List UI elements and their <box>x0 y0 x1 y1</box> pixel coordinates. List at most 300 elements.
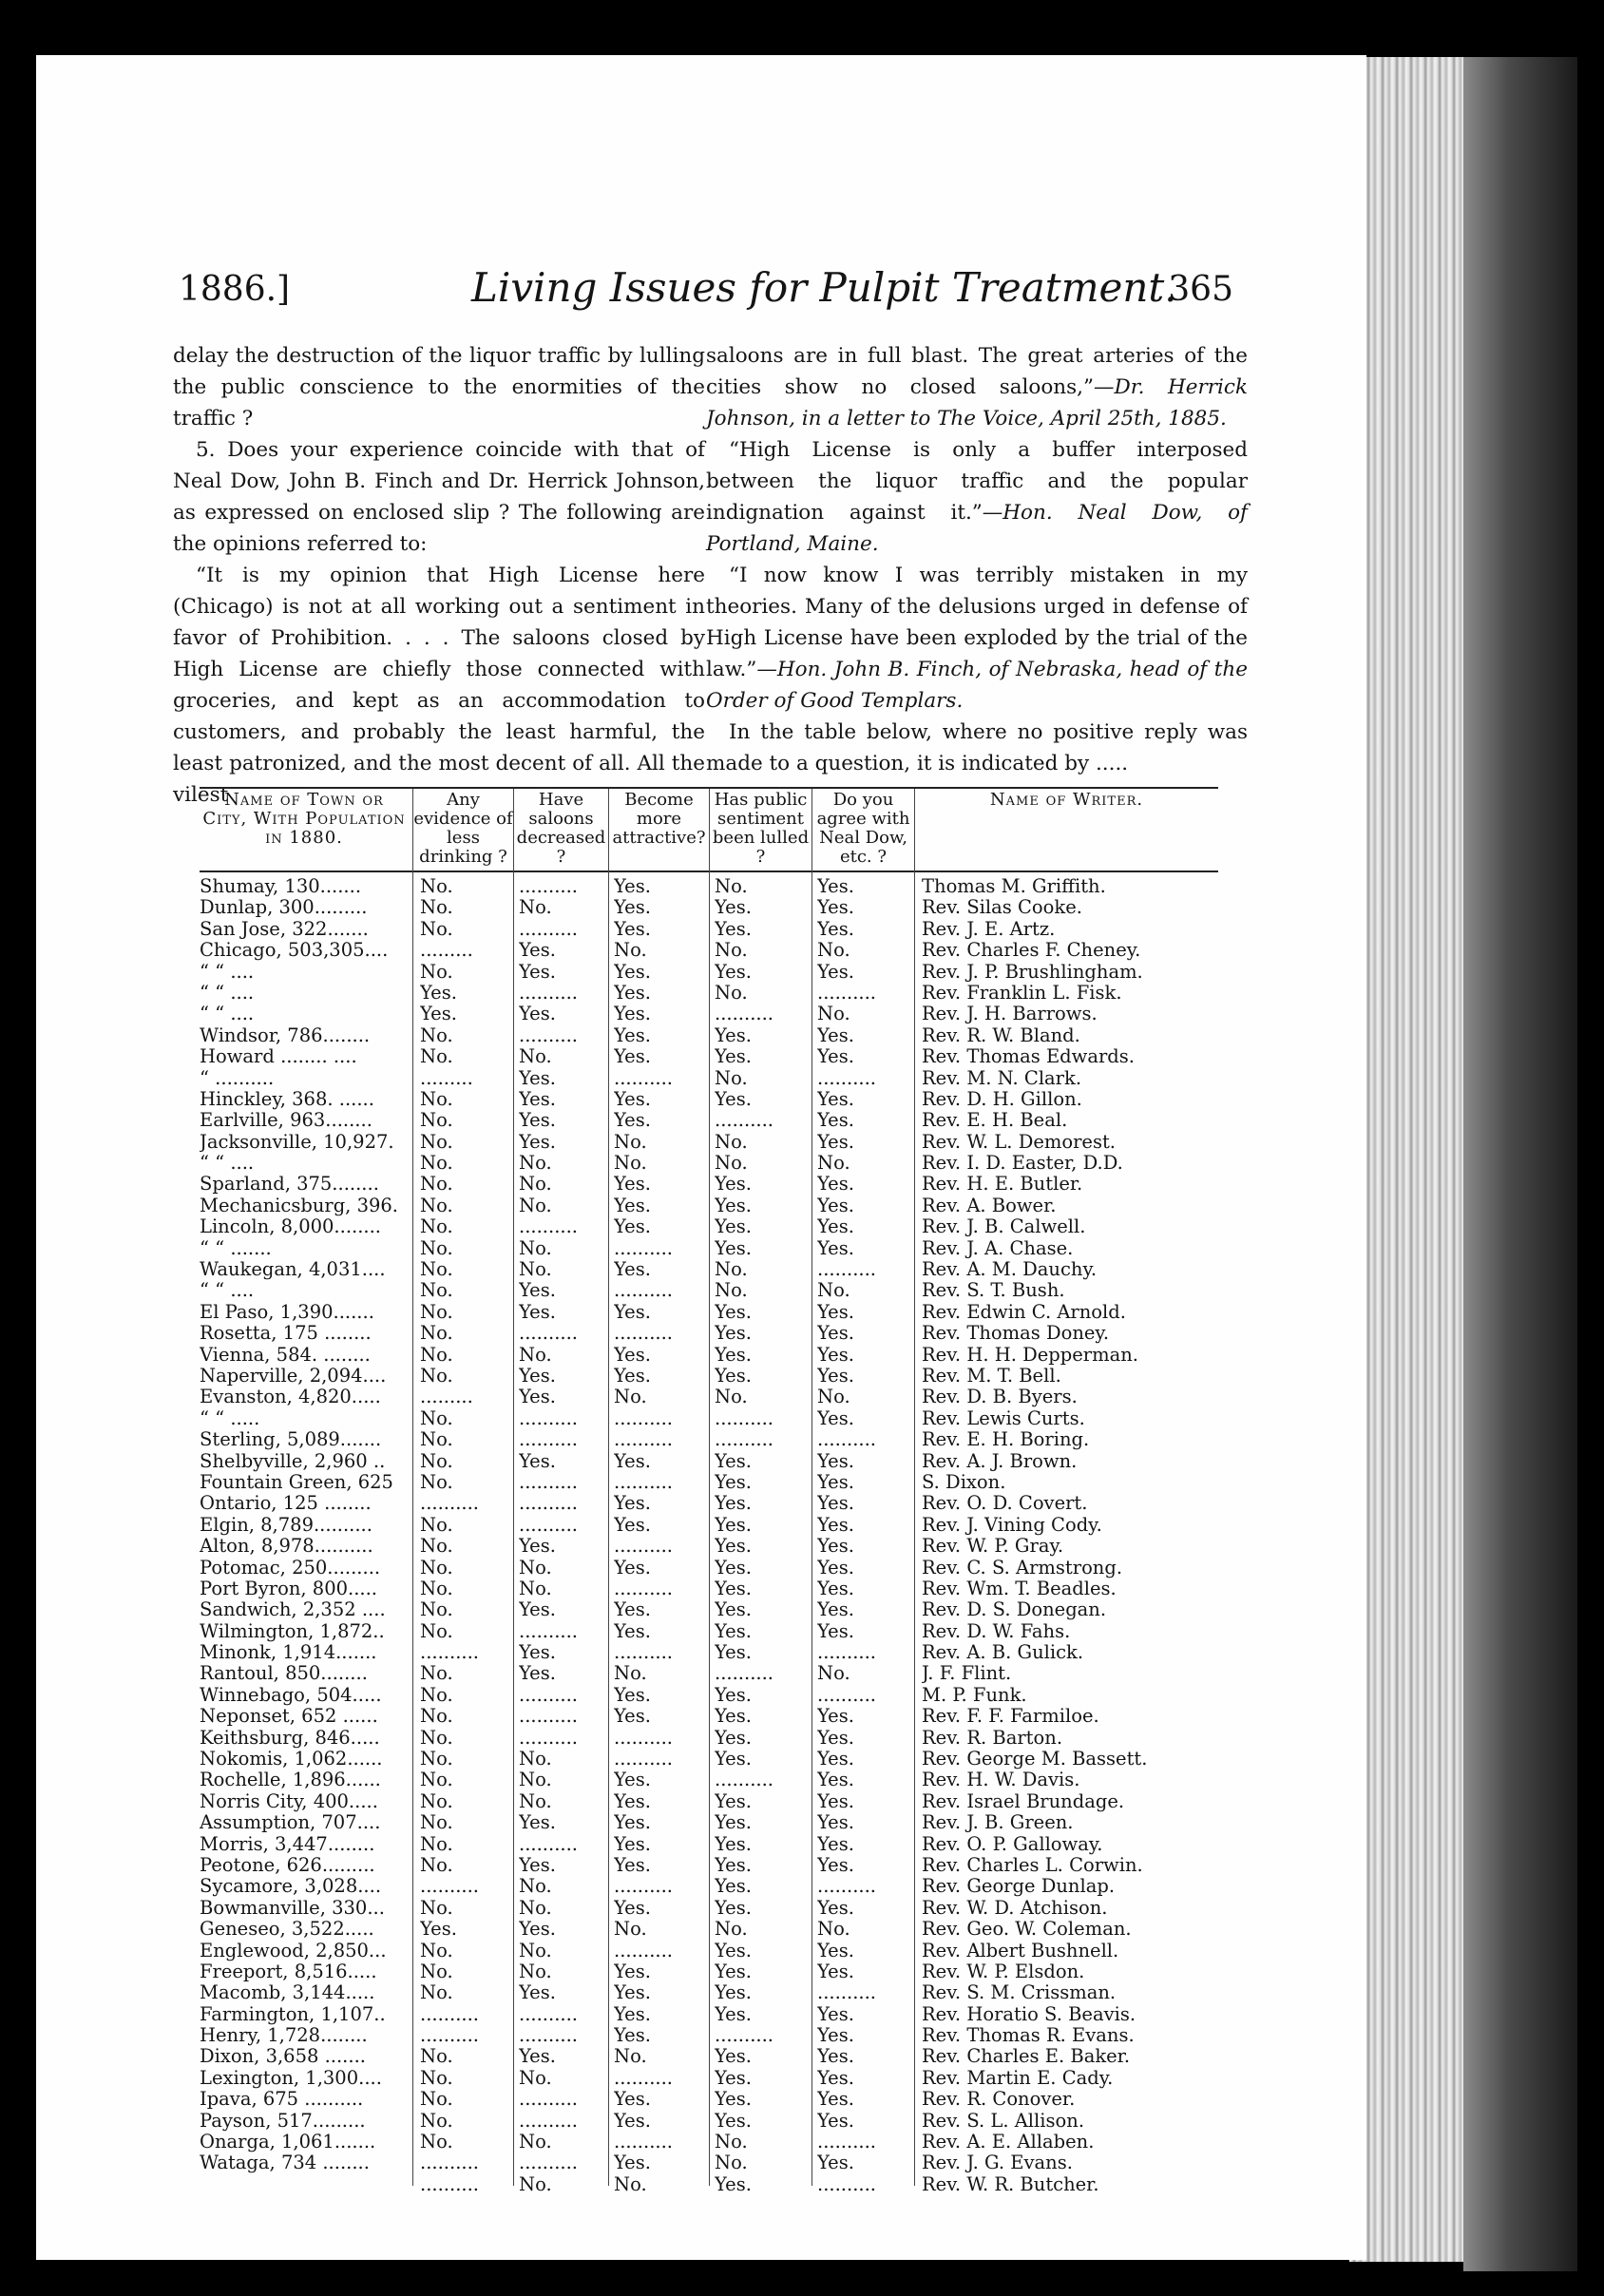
table-cell-w: J. F. Flint. <box>922 1663 1012 1685</box>
table-cell-w: Rev. J. G. Evans. <box>922 2152 1073 2174</box>
table-cell-d: Yes. <box>715 2110 752 2132</box>
table-row <box>200 1536 1218 1557</box>
table-cell-d: Yes. <box>715 1812 752 1834</box>
table-cell-a: No. <box>420 1237 453 1259</box>
header-evidence: Any evidence of less drinking ? <box>412 789 513 871</box>
table-cell-e: Yes. <box>817 897 854 919</box>
table-cell-a: No. <box>420 1195 453 1216</box>
table-cell-a: No. <box>420 1429 453 1451</box>
table-cell-d: .......... <box>715 1770 773 1791</box>
table-cell-e: Yes. <box>817 1131 854 1153</box>
table-cell-a: .......... <box>420 1642 479 1664</box>
table-cell-e: Yes. <box>817 1578 854 1599</box>
table-cell-place: Earlville, 963........ <box>200 1110 372 1132</box>
table-cell-b: .......... <box>519 1684 578 1706</box>
table-cell-d: .......... <box>715 1429 773 1451</box>
table-cell-place: Lexington, 1,300.... <box>200 2067 382 2089</box>
table-cell-a: No. <box>420 1940 453 1961</box>
table-cell-a: No. <box>420 2067 453 2089</box>
table-row <box>200 1706 1218 1727</box>
table-cell-b: .......... <box>519 1407 578 1429</box>
header-lulled: Has public sentiment been lulled ? <box>709 789 812 871</box>
table-cell-d: .......... <box>715 1004 773 1025</box>
header-decreased: Have saloons decreased ? <box>513 789 608 871</box>
table-cell-e: Yes. <box>817 1323 854 1345</box>
book-page <box>36 55 1366 2260</box>
table-cell-b: Yes. <box>519 1919 556 1941</box>
table-cell-a: No. <box>420 1727 453 1749</box>
table-cell-w: Rev. Israel Brundage. <box>922 1790 1125 1812</box>
table-cell-e: Yes. <box>817 1620 854 1642</box>
table-cell-c: No. <box>614 1153 647 1175</box>
table-cell-w: Rev. W. P. Elsdon. <box>922 1961 1085 1982</box>
table-cell-a: No. <box>420 1536 453 1558</box>
table-cell-w: Rev. R. W. Bland. <box>922 1024 1080 1046</box>
table-cell-place: San Jose, 322....... <box>200 918 369 940</box>
table-cell-b: No. <box>519 1749 552 1770</box>
table-cell-a: No. <box>420 1599 453 1621</box>
table-cell-place: Potomac, 250......... <box>200 1557 381 1578</box>
table-cell-w: Rev. George Dunlap. <box>922 1876 1116 1898</box>
table-row <box>200 1345 1218 1366</box>
table-cell-c: Yes. <box>614 1088 651 1110</box>
table-cell-d: Yes. <box>715 1216 752 1238</box>
table-cell-place: Mechanicsburg, 396. <box>200 1195 398 1216</box>
table-cell-w: Rev. Thomas Doney. <box>922 1323 1110 1345</box>
table-cell-d: .......... <box>715 1663 773 1685</box>
table-cell-place: Freeport, 8,516..... <box>200 1961 377 1982</box>
table-cell-b: No. <box>519 1876 552 1898</box>
table-cell-place: Alton, 8,978.......... <box>200 1536 373 1558</box>
table-cell-e: Yes. <box>817 1749 854 1770</box>
table-cell-place: Nokomis, 1,062...... <box>200 1749 383 1770</box>
table-cell-b: Yes. <box>519 1536 556 1558</box>
table-cell-w: Rev. Charles L. Corwin. <box>922 1854 1143 1876</box>
table-cell-w: Rev. A. E. Allaben. <box>922 2132 1095 2153</box>
table-cell-place: Assumption, 707.... <box>200 1812 381 1834</box>
table-cell-d: Yes. <box>715 1876 752 1898</box>
table-cell-e: .......... <box>817 2173 876 2195</box>
table-row <box>200 1153 1218 1174</box>
table-cell-place: Jacksonville, 10,927. <box>200 1131 394 1153</box>
table-cell-e: Yes. <box>817 918 854 940</box>
table-cell-c: .......... <box>614 1237 673 1259</box>
table-cell-w: Rev. S. M. Crissman. <box>922 1982 1117 2004</box>
table-cell-a: No. <box>420 1961 453 1982</box>
quote-citation: —Hon. Neal Dow, of Portland, Maine. <box>706 501 1248 556</box>
table-cell-w: Rev. A. M. Dauchy. <box>922 1259 1098 1281</box>
table-row <box>200 1749 1218 1770</box>
table-cell-b: No. <box>519 1790 552 1812</box>
table-cell-w: Rev. Thomas Edwards. <box>922 1046 1135 1068</box>
table-cell-e: Yes. <box>817 876 854 897</box>
table-cell-e: Yes. <box>817 961 854 983</box>
table-row <box>200 983 1218 1004</box>
table-cell-place: “ .......... <box>200 1067 275 1089</box>
table-cell-w: Rev. E. H. Boring. <box>922 1429 1090 1451</box>
table-row <box>200 1791 1218 1812</box>
table-cell-a: No. <box>420 1770 453 1791</box>
table-cell-w: Rev. W. D. Atchison. <box>922 1897 1108 1919</box>
table-cell-place: Sparland, 375........ <box>200 1174 379 1196</box>
table-cell-place: Ontario, 125 ........ <box>200 1493 372 1515</box>
table-cell-e: No. <box>817 1919 850 1941</box>
table-cell-a: No. <box>420 1897 453 1919</box>
table-cell-c: .......... <box>614 1642 673 1664</box>
table-cell-a: .......... <box>420 2152 479 2174</box>
table-cell-d: No. <box>715 940 748 962</box>
table-row <box>200 876 1218 897</box>
table-cell-w: S. Dixon. <box>922 1471 1006 1493</box>
table-row <box>200 1238 1218 1259</box>
table-row <box>200 1472 1218 1493</box>
table-cell-place: “ “ ....... <box>200 1237 272 1259</box>
table-cell-d: Yes. <box>715 961 752 983</box>
text-column-right <box>706 340 1248 779</box>
table-cell-a: Yes. <box>420 1004 457 1025</box>
table-row <box>200 1621 1218 1642</box>
table-cell-a: .......... <box>420 1876 479 1898</box>
table-cell-place: Minonk, 1,914....... <box>200 1642 377 1664</box>
table-row <box>200 2089 1218 2110</box>
table-cell-w: Rev. S. L. Allison. <box>922 2110 1085 2132</box>
page-number: 365 <box>1168 270 1233 309</box>
table-cell-w: Rev. George M. Bassett. <box>922 1749 1148 1770</box>
table-cell-b: .......... <box>519 1706 578 1728</box>
table-cell-e: Yes. <box>817 1940 854 1961</box>
table-cell-d: .......... <box>715 2025 773 2047</box>
table-cell-d: Yes. <box>715 1578 752 1599</box>
table-row <box>200 1834 1218 1855</box>
table-cell-d: No. <box>715 2132 748 2153</box>
table-cell-c: Yes. <box>614 1004 651 1025</box>
table-cell-c: Yes. <box>614 1684 651 1706</box>
table-cell-b: No. <box>519 897 552 919</box>
table-cell-b: .......... <box>519 1493 578 1515</box>
table-cell-a: .......... <box>420 2025 479 2047</box>
table-cell-place: Macomb, 3,144..... <box>200 1982 375 2004</box>
table-cell-d: Yes. <box>715 1514 752 1536</box>
table-cell-e: Yes. <box>817 1493 854 1515</box>
table-cell-a: No. <box>420 1259 453 1281</box>
table-cell-e: Yes. <box>817 1471 854 1493</box>
table-cell-d: No. <box>715 1280 748 1302</box>
table-cell-a: No. <box>420 1301 453 1323</box>
table-cell-c: Yes. <box>614 1024 651 1046</box>
table-cell-c: .......... <box>614 1067 673 1089</box>
table-row <box>200 1132 1218 1153</box>
table-cell-e: Yes. <box>817 2067 854 2089</box>
table-cell-a: No. <box>420 1620 453 1642</box>
table-cell-c: Yes. <box>614 897 651 919</box>
table-cell-c: .......... <box>614 1727 673 1749</box>
table-cell-c: Yes. <box>614 876 651 897</box>
table-cell-a: No. <box>420 2132 453 2153</box>
quote-citation: —Dr. Herrick Johnson, in a letter to The Voice, April 25th, 1885. <box>706 375 1249 430</box>
table-cell-a: No. <box>420 1280 453 1302</box>
table-cell-w: Rev. W. L. Demorest. <box>922 1131 1117 1153</box>
table-cell-b: .......... <box>519 2089 578 2111</box>
table-cell-d: Yes. <box>715 1982 752 2004</box>
table-cell-w: Rev. H. E. Butler. <box>922 1174 1083 1196</box>
table-cell-w: Rev. D. H. Gillon. <box>922 1088 1082 1110</box>
table-cell-e: .......... <box>817 1067 876 1089</box>
table-row <box>200 1302 1218 1323</box>
table-cell-e: Yes. <box>817 1237 854 1259</box>
table-cell-b: No. <box>519 1259 552 1281</box>
text-column-left <box>173 340 705 811</box>
table-cell-a: No. <box>420 1407 453 1429</box>
table-cell-a: No. <box>420 1153 453 1175</box>
table-cell-place: Shumay, 130....... <box>200 876 362 897</box>
table-cell-c: No. <box>614 2046 647 2068</box>
table-cell-place: Neponset, 652 ...... <box>200 1706 378 1728</box>
table-cell-c: .......... <box>614 1578 673 1599</box>
table-cell-place: “ “ ..... <box>200 1407 260 1429</box>
table-cell-b: No. <box>519 1578 552 1599</box>
table-cell-c: Yes. <box>614 982 651 1004</box>
table-cell-w: Rev. O. P. Galloway. <box>922 1833 1103 1855</box>
table-row <box>200 1558 1218 1578</box>
table-cell-b: No. <box>519 2067 552 2089</box>
table-cell-b: Yes. <box>519 2046 556 2068</box>
table-cell-a: No. <box>420 1323 453 1345</box>
table-cell-w: Rev. H. W. Davis. <box>922 1770 1080 1791</box>
table-row <box>200 919 1218 940</box>
table-cell-c: .......... <box>614 1323 673 1345</box>
table-cell-c: .......... <box>614 1876 673 1898</box>
table-cell-e: .......... <box>817 1642 876 1664</box>
table-cell-d: Yes. <box>715 2173 752 2195</box>
table-cell-c: Yes. <box>614 1195 651 1216</box>
table-cell-e: .......... <box>817 982 876 1004</box>
table-cell-b: Yes. <box>519 1982 556 2004</box>
table-cell-a: Yes. <box>420 982 457 1004</box>
table-cell-d: Yes. <box>715 1749 752 1770</box>
table-cell-d: Yes. <box>715 1450 752 1472</box>
table-cell-e: Yes. <box>817 1088 854 1110</box>
table-cell-d: Yes. <box>715 897 752 919</box>
table-cell-b: Yes. <box>519 1365 556 1387</box>
table-row <box>200 1919 1218 1940</box>
table-cell-b: Yes. <box>519 1110 556 1132</box>
table-cell-c: No. <box>614 1663 647 1685</box>
table-cell-b: Yes. <box>519 1301 556 1323</box>
table-cell-a: No. <box>420 1344 453 1366</box>
table-row <box>200 1642 1218 1663</box>
table-cell-e: .......... <box>817 1429 876 1451</box>
table-cell-b: Yes. <box>519 1004 556 1025</box>
table-row <box>200 1876 1218 1897</box>
table-cell-e: .......... <box>817 1876 876 1898</box>
table-cell-d: Yes. <box>715 1344 752 1366</box>
table-cell-a: No. <box>420 1514 453 1536</box>
table-cell-a: No. <box>420 1365 453 1387</box>
table-cell-e: Yes. <box>817 1110 854 1132</box>
quote-text: “I now know I was terribly mistaken in my theories. Many of the delusions urged in defense of High License have been exploded by the trial of the law.” <box>706 564 1248 681</box>
table-cell-c: .......... <box>614 2067 673 2089</box>
table-cell-place: Rochelle, 1,896...... <box>200 1770 381 1791</box>
table-cell-c: .......... <box>614 1940 673 1961</box>
table-cell-d: Yes. <box>715 1854 752 1876</box>
table-row <box>200 1855 1218 1876</box>
header-title: Living Issues for Pulpit Treatment. <box>471 264 1177 311</box>
table-cell-a: No. <box>420 1749 453 1770</box>
table-cell-place: Vienna, 584. ........ <box>200 1344 371 1366</box>
table-cell-place: Dunlap, 300......... <box>200 897 368 919</box>
table-cell-d: Yes. <box>715 1833 752 1855</box>
table-row <box>200 1898 1218 1919</box>
table-cell-e: Yes. <box>817 1174 854 1196</box>
table-body <box>200 876 1218 2195</box>
table-cell-place: Englewood, 2,850... <box>200 1940 387 1961</box>
table-row <box>200 940 1218 961</box>
table-cell-d: No. <box>715 1387 748 1408</box>
table-row <box>200 1663 1218 1684</box>
table-row <box>200 1110 1218 1131</box>
table-cell-place: Winnebago, 504..... <box>200 1684 382 1706</box>
table-cell-b: Yes. <box>519 1387 556 1408</box>
table-cell-a: No. <box>420 1450 453 1472</box>
table-cell-place: Hinckley, 368. ...... <box>200 1088 374 1110</box>
table-cell-b: No. <box>519 1174 552 1196</box>
table-row <box>200 1196 1218 1216</box>
table-row <box>200 2132 1218 2152</box>
table-cell-b: Yes. <box>519 1450 556 1472</box>
table-cell-b: No. <box>519 1344 552 1366</box>
table-row <box>200 1515 1218 1536</box>
table-cell-place: Evanston, 4,820..... <box>200 1387 381 1408</box>
table-cell-a: No. <box>420 897 453 919</box>
table-cell-b: Yes. <box>519 1280 556 1302</box>
table-cell-place: “ “ .... <box>200 982 255 1004</box>
table-cell-a: No. <box>420 2089 453 2111</box>
table-cell-w: Rev. Horatio S. Beavis. <box>922 2003 1136 2025</box>
table-row <box>200 2046 1218 2067</box>
table-cell-e: Yes. <box>817 2003 854 2025</box>
table-cell-d: Yes. <box>715 1471 752 1493</box>
table-cell-w: Rev. D. B. Byers. <box>922 1387 1078 1408</box>
table-cell-d: .......... <box>715 1407 773 1429</box>
table-cell-c: Yes. <box>614 1982 651 2004</box>
table-cell-e: Yes. <box>817 1301 854 1323</box>
table-cell-a: No. <box>420 2110 453 2132</box>
table-cell-w: Rev. O. D. Covert. <box>922 1493 1088 1515</box>
table-cell-a: No. <box>420 1088 453 1110</box>
table-cell-a: No. <box>420 1110 453 1132</box>
table-cell-w: Rev. W. P. Gray. <box>922 1536 1064 1558</box>
table-cell-e: Yes. <box>817 1514 854 1536</box>
table-cell-w: Rev. A. J. Brown. <box>922 1450 1078 1472</box>
table-cell-w: Rev. Martin E. Cady. <box>922 2067 1114 2089</box>
header-name: Name of Town or City, With Population in 1880. <box>202 790 406 848</box>
table-cell-place: Dixon, 3,658 ....... <box>200 2046 366 2068</box>
page-edge-stack <box>1349 57 1463 2262</box>
table-cell-w: Rev. J. P. Brushlingham. <box>922 961 1143 983</box>
table-row <box>200 1046 1218 1067</box>
table-cell-d: Yes. <box>715 1642 752 1664</box>
paragraph <box>706 434 1248 560</box>
table-cell-place: Elgin, 8,789.......... <box>200 1514 372 1536</box>
table-row <box>200 2004 1218 2025</box>
table-cell-e: Yes. <box>817 1833 854 1855</box>
table-cell-c: Yes. <box>614 1706 651 1728</box>
table-cell-place: Farmington, 1,107.. <box>200 2003 386 2025</box>
table-cell-b: .......... <box>519 1514 578 1536</box>
table-row <box>200 2025 1218 2046</box>
table-row <box>200 1259 1218 1280</box>
table-cell-d: Yes. <box>715 2046 752 2068</box>
table-cell-a: ......... <box>420 940 473 962</box>
table-cell-b: Yes. <box>519 961 556 983</box>
table-cell-a: No. <box>420 1812 453 1834</box>
table-cell-b: .......... <box>519 1620 578 1642</box>
table-cell-d: Yes. <box>715 1599 752 1621</box>
table-cell-w: Rev. A. Bower. <box>922 1195 1057 1216</box>
table-cell-d: Yes. <box>715 1323 752 1345</box>
table-cell-d: Yes. <box>715 2067 752 2089</box>
table-cell-w: Rev. J. B. Calwell. <box>922 1216 1086 1238</box>
table-cell-e: Yes. <box>817 1195 854 1216</box>
table-cell-e: Yes. <box>817 1046 854 1068</box>
table-cell-a: No. <box>420 1854 453 1876</box>
table-cell-e: No. <box>817 1153 850 1175</box>
table-cell-c: No. <box>614 940 647 962</box>
table-cell-c: No. <box>614 1919 647 1941</box>
table-cell-b: No. <box>519 1940 552 1961</box>
table-cell-c: Yes. <box>614 2110 651 2132</box>
table-cell-d: No. <box>715 2152 748 2174</box>
table-cell-w: Rev. Edwin C. Arnold. <box>922 1301 1126 1323</box>
header-writer: Name of Writer. <box>914 789 1218 871</box>
table-cell-b: No. <box>519 2132 552 2153</box>
table-cell-e: Yes. <box>817 1536 854 1558</box>
table-cell-e: Yes. <box>817 1961 854 1982</box>
table-cell-c: .......... <box>614 1536 673 1558</box>
paragraph <box>706 340 1248 434</box>
table-cell-c: Yes. <box>614 1365 651 1387</box>
table-cell-a: ......... <box>420 1387 473 1408</box>
table-cell-e: Yes. <box>817 1407 854 1429</box>
table-cell-a: .......... <box>420 1493 479 1515</box>
table-cell-b: No. <box>519 1897 552 1919</box>
table-cell-e: No. <box>817 1663 850 1685</box>
table-row <box>200 1025 1218 1046</box>
table-cell-b: Yes. <box>519 1131 556 1153</box>
table-cell-w: Rev. J. Vining Cody. <box>922 1514 1102 1536</box>
table-cell-e: Yes. <box>817 1897 854 1919</box>
table-cell-d: Yes. <box>715 1790 752 1812</box>
table-cell-place: El Paso, 1,390....... <box>200 1301 374 1323</box>
table-cell-c: Yes. <box>614 961 651 983</box>
table-cell-place: Bowmanville, 330... <box>200 1897 385 1919</box>
table-cell-c: Yes. <box>614 1790 651 1812</box>
table-row <box>200 1408 1218 1429</box>
table-cell-c: Yes. <box>614 1620 651 1642</box>
table-cell-place: Henry, 1,728........ <box>200 2025 368 2047</box>
table-cell-c: Yes. <box>614 1961 651 1982</box>
table-row <box>200 1770 1218 1790</box>
table-cell-e: .......... <box>817 1684 876 1706</box>
table-cell-w: Rev. Charles F. Cheney. <box>922 940 1141 962</box>
table-cell-a: No. <box>420 1790 453 1812</box>
table-cell-b: .......... <box>519 918 578 940</box>
table-row <box>200 1089 1218 1110</box>
table-row <box>200 2068 1218 2089</box>
table-cell-a: No. <box>420 961 453 983</box>
table-cell-d: Yes. <box>715 1174 752 1196</box>
table-cell-w: Rev. Geo. W. Coleman. <box>922 1919 1132 1941</box>
